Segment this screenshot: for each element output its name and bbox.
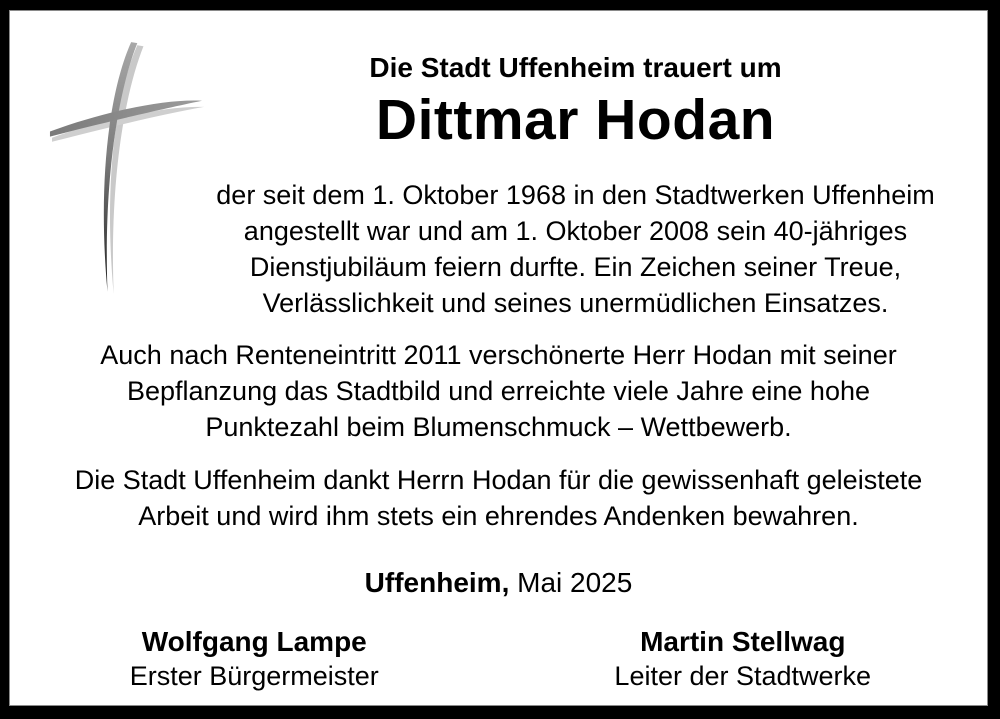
paragraph-line: angestellt war und am 1. Oktober 2008 sein 40-jähriges [243, 216, 908, 246]
signature-role: Leiter der Stadtwerke [614, 661, 872, 691]
paragraph-retirement [10, 337, 987, 445]
paragraph-line: Dienstjubiläum feiern durfte. Ein Zeichen seiner Treue, [249, 252, 902, 282]
paragraph-line: Arbeit und wird ihm stets ein ehrendes Andenken bewahren. [138, 501, 859, 531]
signature-name: Wolfgang Lampe [141, 626, 367, 657]
header-block [164, 51, 987, 321]
intro-line: Die Stadt Uffenheim trauert um [369, 52, 782, 83]
dateline-place: Uffenheim, [364, 567, 510, 598]
deceased-name: Dittmar Hodan [375, 88, 776, 152]
paragraph-line: Punktezahl beim Blumenschmuck – Wettbewerb. [205, 412, 792, 442]
dateline-date: Mai 2025 [517, 567, 633, 598]
obituary-card [9, 10, 988, 706]
dateline [10, 566, 987, 600]
paragraph-gratitude [10, 462, 987, 534]
paragraph-service [164, 177, 987, 321]
mourning-cross-icon [42, 37, 210, 299]
signature-name: Martin Stellwag [640, 626, 846, 657]
paragraph-line: Verlässlichkeit und seines unermüdlichen Einsatzes. [262, 288, 889, 318]
signature-left [10, 624, 499, 693]
paragraph-line: Bepflanzung das Stadtbild und erreichte viele Jahre eine hohe [126, 376, 870, 406]
paragraph-line: Auch nach Renteneintritt 2011 verschönerte Herr Hodan mit seiner [100, 340, 897, 370]
paragraph-line: Die Stadt Uffenheim dankt Herrn Hodan für die gewissenhaft geleistete [74, 465, 923, 495]
signature-role: Erster Bürgermeister [129, 661, 379, 691]
signature-right [499, 624, 988, 693]
signature-block [10, 624, 987, 693]
paragraph-line: der seit dem 1. Oktober 1968 in den Stadtwerken Uffenheim [216, 180, 935, 210]
